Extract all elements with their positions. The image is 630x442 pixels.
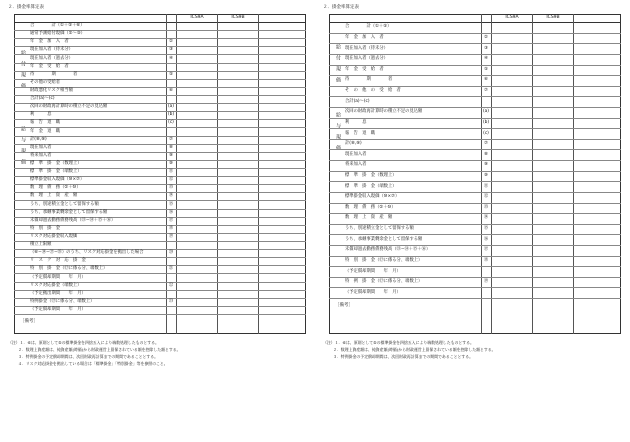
row-label: 標 準 掛 金（端数上）	[345, 183, 397, 189]
note-line: ４．リスク対応掛金を拠出している場合は「標準掛金」「特別掛金」等を参照のこと。	[18, 361, 168, 366]
row-divider	[329, 54, 621, 55]
row-label: リ ス ク 対 応 掛 金	[30, 258, 86, 264]
row-divider	[329, 139, 621, 140]
row-label: 利 息	[30, 112, 52, 118]
row-divider	[329, 171, 621, 172]
row-number: ⑲	[168, 233, 174, 239]
row-divider	[329, 234, 621, 235]
row-number: ⑮	[168, 201, 174, 207]
row-label: 年 金 受 給 者	[30, 63, 69, 69]
row-number: ⑯	[168, 209, 174, 215]
section-title: ２．掛金率算定表	[323, 5, 359, 10]
row-number: ⑱	[483, 257, 489, 263]
row-divider	[329, 96, 621, 97]
row-label: 特 別 掛 金（⑰に係る分、端数上）	[345, 257, 423, 263]
row-number: ⑥	[169, 87, 173, 93]
row-number: ⑥	[484, 77, 488, 83]
row-label: 財政悪化リスク相当額	[30, 87, 73, 93]
row-divider	[329, 298, 621, 299]
row-number: ⑮	[483, 226, 489, 231]
note-line: ３．特例掛金の予定償却期間は、次回財政再計算までの期間であることとする。	[333, 354, 474, 359]
row-label: （予定償却期間 年 月）	[345, 268, 401, 274]
row-number: ③	[484, 45, 488, 51]
row-number: ⑳	[168, 250, 174, 256]
row-label: 数 理 上 資 産 額	[30, 193, 78, 199]
row-number: (a)	[483, 109, 489, 115]
row-divider	[329, 149, 621, 150]
row-label: 年 金 加 入 者	[30, 39, 69, 45]
row-number: ⑱	[168, 225, 174, 231]
row-divider	[329, 203, 621, 204]
header-divider	[329, 22, 621, 23]
row-label: うち、別途積立金として留保する額	[345, 226, 414, 231]
row-label: 積立上限額	[30, 242, 52, 248]
row-number: ⑬	[483, 204, 489, 210]
row-divider	[14, 241, 306, 242]
row-label: 待 期 者	[345, 77, 393, 83]
row-label: 次回の財政再計算時の積立不足の見込額	[30, 104, 108, 110]
row-label: 特 例 掛 金（⑰に係る分、端数上）	[345, 279, 423, 285]
note-line: （注）１．⑥は、原則として⑤の標準掛金を四捨五入により端数処理したものとする。	[323, 340, 474, 345]
row-divider	[329, 86, 621, 87]
row-number: (a)	[168, 104, 174, 110]
row-label: 報 告 退 職	[345, 130, 376, 136]
row-divider	[14, 314, 306, 315]
row-number: ⑫	[483, 194, 489, 200]
row-divider	[329, 213, 621, 214]
row-divider	[14, 95, 306, 96]
row-label: （予定拠出期間 年 月）	[30, 290, 86, 296]
column-divider	[491, 14, 492, 334]
row-label: リスク対応掛金（端数上）	[30, 282, 82, 288]
row-divider	[329, 118, 621, 119]
row-number: ⑩	[169, 160, 173, 166]
row-number: ⑲	[483, 279, 489, 285]
row-label: 現在加入者（待未分）	[30, 47, 73, 53]
row-number: (b)	[482, 119, 490, 125]
row-label: 現在加入者（待未分）	[345, 45, 388, 51]
row-divider	[329, 43, 621, 44]
row-label: 標準掛金収入現価（⑩×⑦）	[345, 194, 400, 200]
row-divider	[329, 245, 621, 246]
row-label: （⑥−⑭−⑰−⑱）のうち、リスク対応掛金を拠出した場合	[30, 250, 144, 256]
row-divider	[14, 111, 306, 112]
row-number: ㉒	[168, 282, 174, 288]
column-header-ics9b: ICS9B	[217, 14, 258, 22]
row-divider	[14, 144, 306, 145]
section-title: ２．掛金率算定表	[8, 5, 44, 10]
row-number: ⑩	[484, 172, 488, 178]
side-label-salary: 給与現価	[335, 112, 341, 156]
row-divider	[329, 266, 621, 267]
note-line: ２．数理上資産額は、純資産額(時価)から財政運営上留保されている額を控除した額とする。	[333, 347, 496, 352]
row-number: ⑰	[168, 217, 174, 223]
row-label: 将来加入者	[30, 152, 52, 158]
row-label: 現在加入者	[30, 144, 52, 150]
row-number: ⑦	[484, 141, 488, 147]
row-label: 現在加入者（過去分）	[30, 55, 73, 61]
row-number: ②	[169, 39, 173, 45]
row-label: （予定償却期間 年 月）	[30, 306, 86, 312]
row-label: 数 理 上 資 産 額	[345, 215, 393, 221]
side-label-salary: 給与現価	[20, 126, 26, 170]
row-number: (c)	[483, 130, 489, 136]
row-divider	[329, 75, 621, 76]
remarks-label: ［備考］	[20, 319, 38, 324]
row-label: 合 計（①＋⑤）	[345, 24, 392, 30]
row-label: 未償却過去勤務債務残高（⑬−⑭＋⑮＋⑯）	[30, 217, 116, 223]
row-divider	[14, 136, 306, 137]
row-label: 現在加入者	[345, 151, 367, 157]
row-label: 年 金 受 給 者	[345, 66, 384, 72]
column-header-ics9a: ICS9A	[176, 14, 217, 22]
row-label: 年 金 加 入 者	[345, 34, 384, 40]
row-label: 特例掛金（⑰に係る分、端数上）	[30, 298, 95, 304]
row-label: 報 告 退 職	[30, 120, 61, 126]
row-number: ⑭	[483, 215, 489, 221]
column-header-ics9a: ICS9A	[491, 14, 532, 22]
row-label: 標 準 掛 金（数理上）	[30, 160, 82, 166]
row-divider	[329, 181, 621, 182]
row-divider	[329, 287, 621, 288]
row-label: うち、承継事業剰余金として留保する額	[345, 236, 423, 242]
row-label: 数 理 債 務（②＋⑩）	[345, 204, 396, 210]
row-number: ⑯	[483, 236, 489, 242]
row-label: 合計(a)〜(c)	[30, 96, 55, 102]
row-label: 標 準 掛 金（端数上）	[30, 169, 82, 175]
note-line: ２．数理上資産額は、純資産額(時価)から財政運営上留保されている額を控除した額とする。	[18, 347, 181, 352]
row-divider	[14, 152, 306, 153]
row-divider	[329, 107, 621, 108]
row-label: （予定償却期間 年 月）	[30, 274, 86, 280]
row-divider	[329, 224, 621, 225]
row-divider	[329, 65, 621, 66]
row-label: 待 期 者	[30, 71, 78, 77]
row-number: ㉓	[168, 298, 174, 304]
row-number: (b)	[167, 112, 175, 118]
row-number: ⑧	[169, 144, 173, 150]
row-divider	[329, 160, 621, 161]
row-label: 計(⑧,⑨)	[30, 136, 47, 142]
row-label: リスク対応掛金収入現価	[30, 233, 78, 239]
row-number: ④	[484, 56, 488, 62]
row-number: ②	[484, 34, 488, 40]
row-label: 標 準 掛 金（数理上）	[345, 172, 397, 178]
row-number: ㉑	[168, 266, 174, 272]
row-label: 将来加入者	[345, 162, 367, 168]
side-label-benefit: 給付現価	[335, 44, 341, 88]
row-label: 合 計（①＋⑤＋⑥）	[30, 23, 85, 29]
row-number: ⑨	[484, 162, 488, 168]
row-number: ⑦	[169, 136, 173, 142]
row-label: 計(⑧,⑨)	[345, 141, 362, 147]
row-number: ⑤	[169, 71, 173, 77]
row-number: ⑰	[483, 247, 489, 253]
row-number: ⑦	[484, 88, 488, 93]
row-label: 合計(a)〜(c)	[345, 98, 370, 104]
row-number: ⑭	[168, 193, 174, 199]
note-line: （注）１．⑥は、原則として⑤の標準掛金を四捨五入により端数処理したものとする。	[8, 340, 159, 345]
row-divider	[329, 192, 621, 193]
side-label-benefit: 給付現価	[20, 50, 26, 94]
row-number: ⑧	[484, 151, 488, 157]
row-label: 年 金 退 職	[30, 128, 61, 134]
row-divider	[329, 33, 621, 34]
row-number: ⑨	[169, 152, 173, 158]
row-label: 特 別 掛 金	[30, 225, 61, 231]
row-number: ⑬	[168, 185, 174, 191]
row-divider	[329, 128, 621, 129]
row-label: 次回の財政再計算時の積立不足の見込額	[345, 109, 423, 115]
row-label: 利 息	[345, 119, 367, 125]
column-divider	[532, 14, 533, 334]
row-number: ⑪	[168, 169, 174, 175]
column-header-ics9b: ICS9B	[532, 14, 573, 22]
row-number: (c)	[168, 120, 174, 126]
row-label: うち、承継事業剰余金として留保する額	[30, 209, 108, 215]
row-number: ⑤	[484, 66, 488, 72]
row-divider	[329, 256, 621, 257]
row-label: その他の受給者	[30, 79, 61, 85]
row-label: 通常予測給付現価（②〜⑤）	[30, 31, 85, 37]
row-label: 特 別 掛 金（⑰に係る分、端数上）	[30, 266, 108, 272]
row-number: ③	[169, 47, 173, 53]
column-divider	[573, 14, 574, 334]
row-number: ④	[169, 55, 173, 61]
note-line: ３．特例掛金の予定償却期間は、次回財政再計算までの期間であることとする。	[18, 354, 159, 359]
row-label: （予定償却期間 年 月）	[345, 289, 401, 295]
remarks-label: ［備考］	[335, 303, 353, 308]
row-label: そ の 他 の 受 給 者	[345, 88, 401, 93]
row-label: 現在加入者（過去分）	[345, 56, 388, 62]
row-number: ⑫	[168, 177, 174, 183]
row-divider	[329, 277, 621, 278]
row-label: 数 理 債 務（②＋⑩）	[30, 185, 81, 191]
row-label: 未償却過去勤務債務残高（⑬−⑭＋⑮＋⑯）	[345, 247, 431, 253]
row-number: ⑪	[483, 183, 489, 189]
row-label: 標準掛金収入現価（⑩×⑦）	[30, 177, 85, 183]
row-label: うち、別途積立金として留保する額	[30, 201, 99, 207]
right-form-page	[315, 0, 630, 442]
